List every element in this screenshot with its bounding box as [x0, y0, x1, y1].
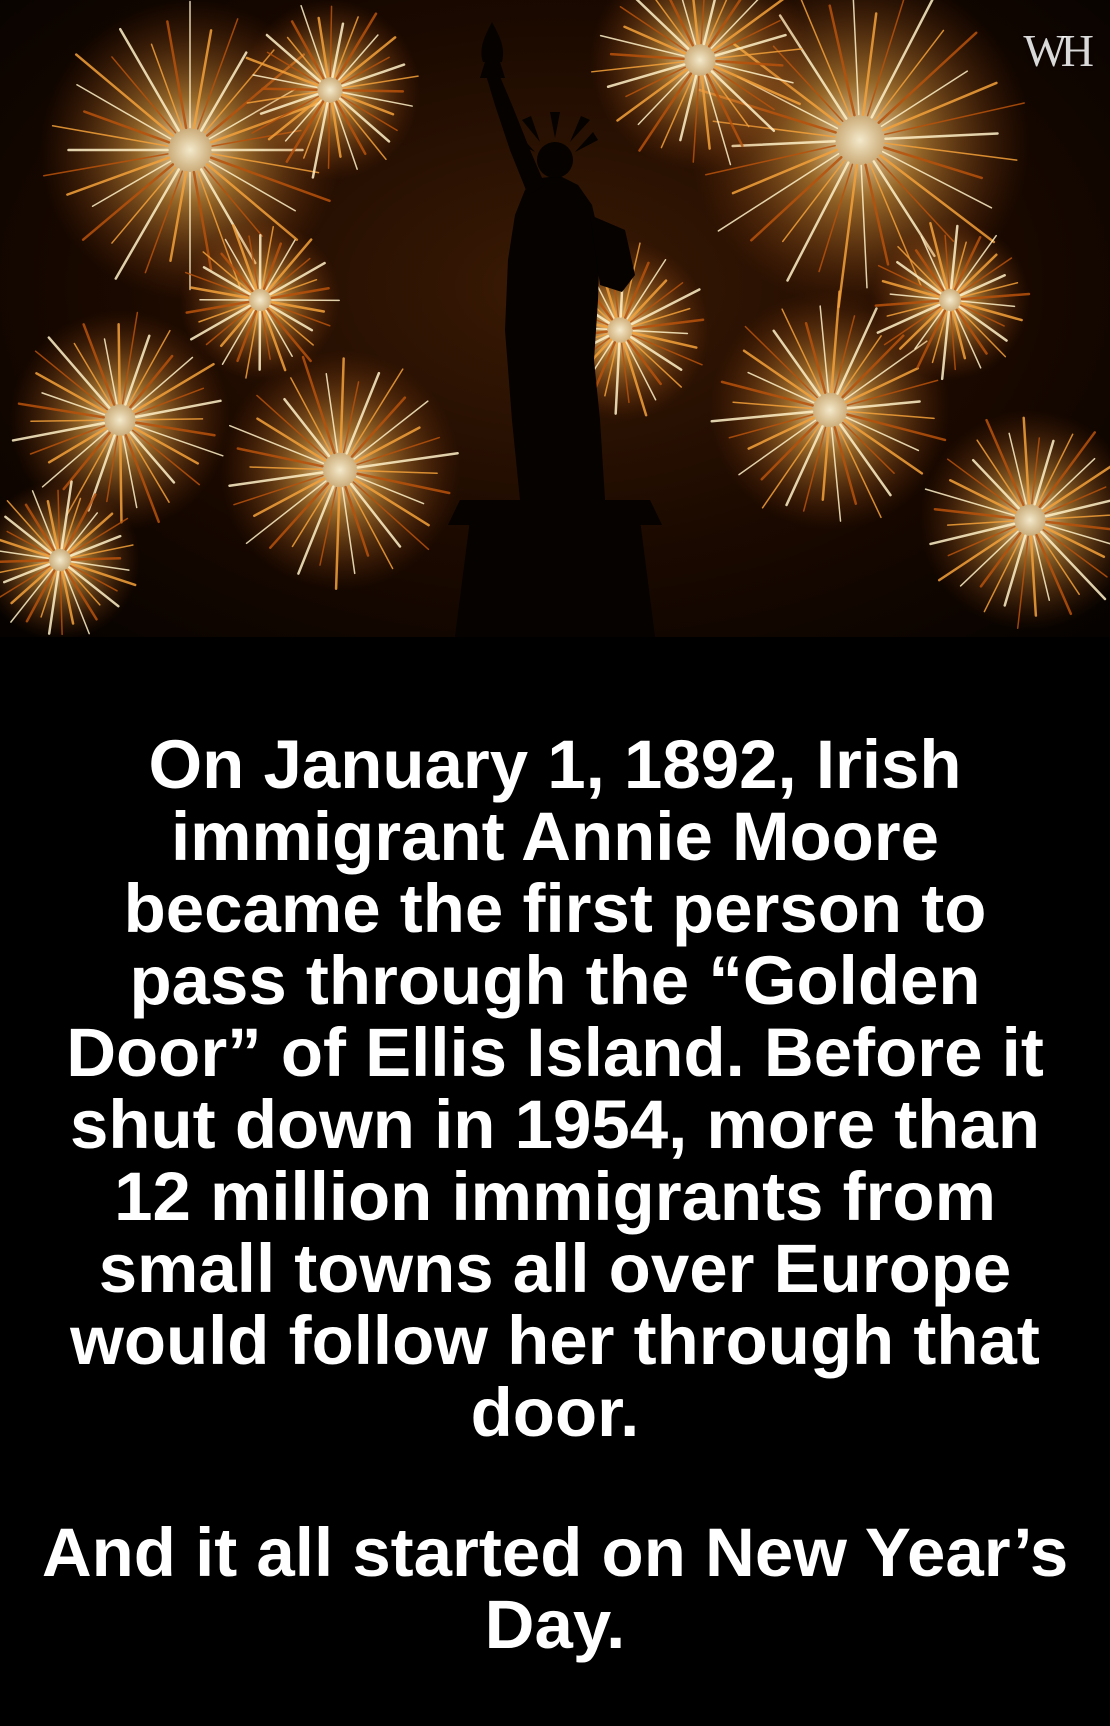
- firework-glow: [220, 350, 460, 590]
- firework-spark: [136, 419, 202, 420]
- firework-spark: [31, 420, 104, 421]
- closing-line: And it all started on New Year’s Day.: [41, 1514, 1069, 1663]
- fireworks-scene: [0, 0, 1110, 637]
- wh-logo-watermark: WH: [1023, 25, 1088, 76]
- firework-spark: [72, 558, 120, 559]
- firework-glow: [920, 410, 1110, 630]
- firework-spark: [263, 89, 317, 90]
- hero-image: [0, 0, 1110, 637]
- fact-paragraph: On January 1, 1892, Irish immigrant Annie Moore became the first person to pass through the “Golden Door” of Ellis Island. Before it shut down in 1954, more than 12 million immigrants from small towns all over Europe would follow her through that door.: [66, 726, 1044, 1451]
- firework-glow: [870, 220, 1030, 380]
- caption-panel: [0, 637, 1110, 1726]
- firework-spark: [119, 324, 120, 403]
- firework-spark: [343, 90, 402, 91]
